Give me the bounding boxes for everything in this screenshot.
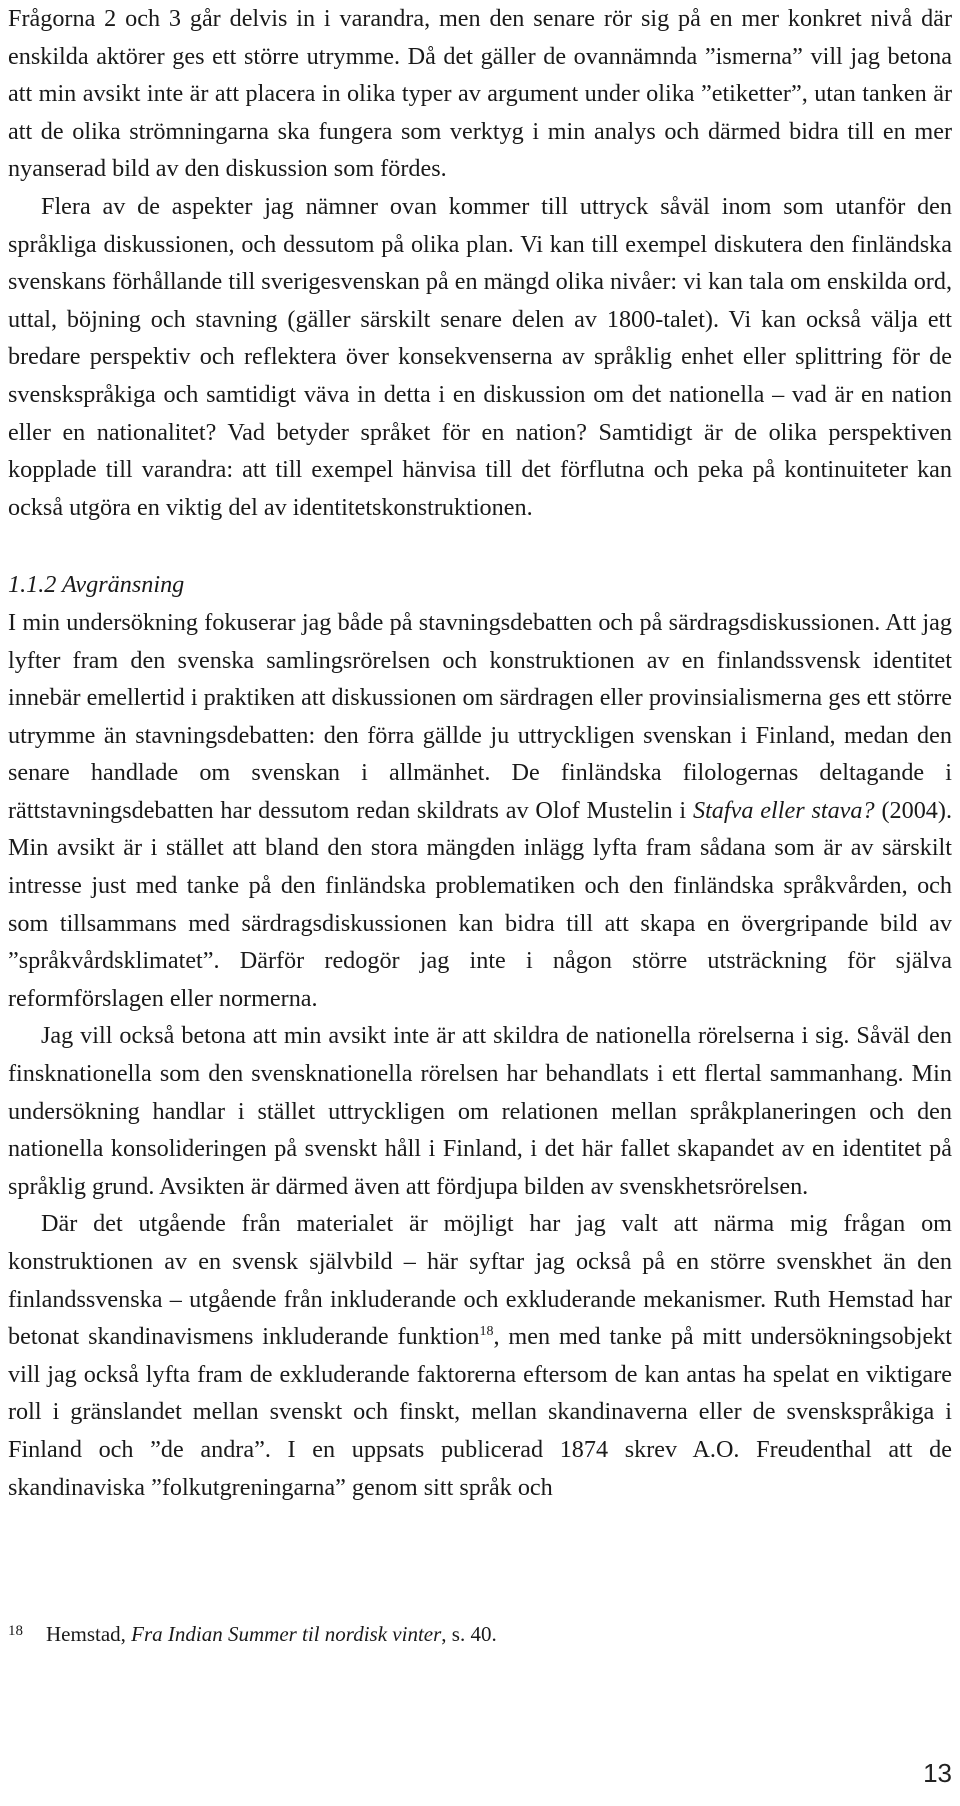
- text-run: Frågorna 2 och 3 går delvis in i varandra, men den senare rör sig på en mer konkret nivå där enskilda aktörer ges ett större utrymme. Då det gäller de ovannämnda ”ismerna” vill jag betona att min avsikt inte är att placera in olika typer av argument under olika ”etiketter”, utan tanken är att de olika strömningarna ska fungera som verktyg i min analys och därmed bidra till en mer nyanserad bild av den diskussion som fördes.: [8, 5, 952, 183]
- paragraph-p3: [8, 604, 952, 1018]
- paragraph-p5: [8, 1205, 952, 1506]
- paragraph-p4: [8, 1017, 952, 1205]
- section-heading: 1.1.2 Avgränsning: [8, 571, 185, 599]
- paragraph-p1: [8, 0, 952, 188]
- footnote-reference: 18: [479, 1324, 494, 1340]
- footnote-number: 18: [8, 1623, 23, 1639]
- text-run: Där det utgående från materialet är möjligt har jag valt att närma mig frågan om konstruktionen av en svensk självbild – här syftar jag också på en större svenskhet än den finlandssvenska – utgående från inkluderande och exkluderande mekanismer. Ruth Hemstad har betonat skandinavismens inkluderande funktion: [8, 1210, 952, 1351]
- footnote: [8, 1616, 952, 1649]
- footnote-text: [46, 1622, 497, 1646]
- text-run: Flera av de aspekter jag nämner ovan kommer till uttryck såväl inom som utanför den språkliga diskussionen, och dessutom på olika plan. Vi kan till exempel diskutera den finländska svenskans förhållande till sverigesvenskan på en mängd olika nivåer: vi kan tala om enskilda ord, uttal, böjning och stavning (gäller särskilt senare delen av 1800-talet). Vi kan också välja ett bredare perspektiv och reflektera över konsekvenserna av språklig enhet eller splittring för de svenskspråkiga och samtidigt väva in detta i en diskussion om det nationella – vad är en nation eller en nationalitet? Vad betyder språket för en nation? Samtidigt är de olika perspektiven kopplade till varandra: att till exempel hänvisa till det förflutna och peka på kontinuiteter kan också utgöra en viktig del av identitetskonstruktionen.: [8, 192, 952, 521]
- paragraph-p2: [8, 188, 952, 526]
- text-run: , men med tanke på mitt undersökningsobjekt vill jag också lyfta fram de exkluderande faktorerna eftersom de kan antas ha spelat en viktigare roll i gränslandet mellan svenskt och finskt, mellan skandinaverna eller de svenskspråkiga i Finland och ”de andra”. I en uppsats publicerad 1874 skrev A.O. Freudenthal att de skandinaviska ”folkutgreningarna” genom sitt språk och: [8, 1323, 952, 1501]
- text-run: (2004). Min avsikt är i stället att bland den stora mängden inlägg lyfta fram sådana som är av särskilt intresse just med tanke på den finländska problematiken och den finländska språkvården, och som tillsammans med särdragsdiskussionen kan bidra till att skapa en övergripande bild av ”språkvårdsklimatet”. Därför redogör jag inte i någon större utsträckning för själva reformförslagen eller normerna.: [8, 796, 952, 1012]
- text-run: Jag vill också betona att min avsikt inte är att skildra de nationella rörelserna i sig. Såväl den finsknationella som den svensknationella rörelsen har behandlats i ett flertal sammanhang. Min undersökning handlar i stället uttryckligen om relationen mellan språkplaneringen och den nationella konsolideringen på svenskt håll i Finland, i det här fallet skapandet av en identitet på språklig grund. Avsikten är därmed även att fördjupa bilden av svenskhetsrörelsen.: [8, 1022, 952, 1200]
- intro-paragraphs: [8, 0, 952, 526]
- page-number: 13: [923, 1758, 952, 1788]
- italic-title: Stafva eller stava?: [692, 796, 875, 824]
- section-paragraphs: [8, 604, 952, 1506]
- italic-title: Fra Indian Summer til nordisk vinter: [131, 1622, 442, 1646]
- body-text: [8, 0, 952, 1506]
- text-run: , s. 40.: [441, 1622, 497, 1646]
- text-run: I min undersökning fokuserar jag både på stavningsdebatten och på särdragsdiskussionen. Att jag lyfter fram den svenska samlingsrörelsen och konstruktionen av en finlandssvensk identitet innebär emellertid i praktiken att diskussionen om särdragen eller provinsialismerna ges ett större utrymme än stavningsdebatten: den förra gällde ju uttryckligen svenskan i Finland, medan den senare handlade om svenskan i allmänhet. De finländska filologernas deltagande i rättstavningsdebatten har dessutom redan skildrats av Olof Mustelin i: [8, 608, 952, 824]
- text-run: Hemstad,: [46, 1622, 132, 1646]
